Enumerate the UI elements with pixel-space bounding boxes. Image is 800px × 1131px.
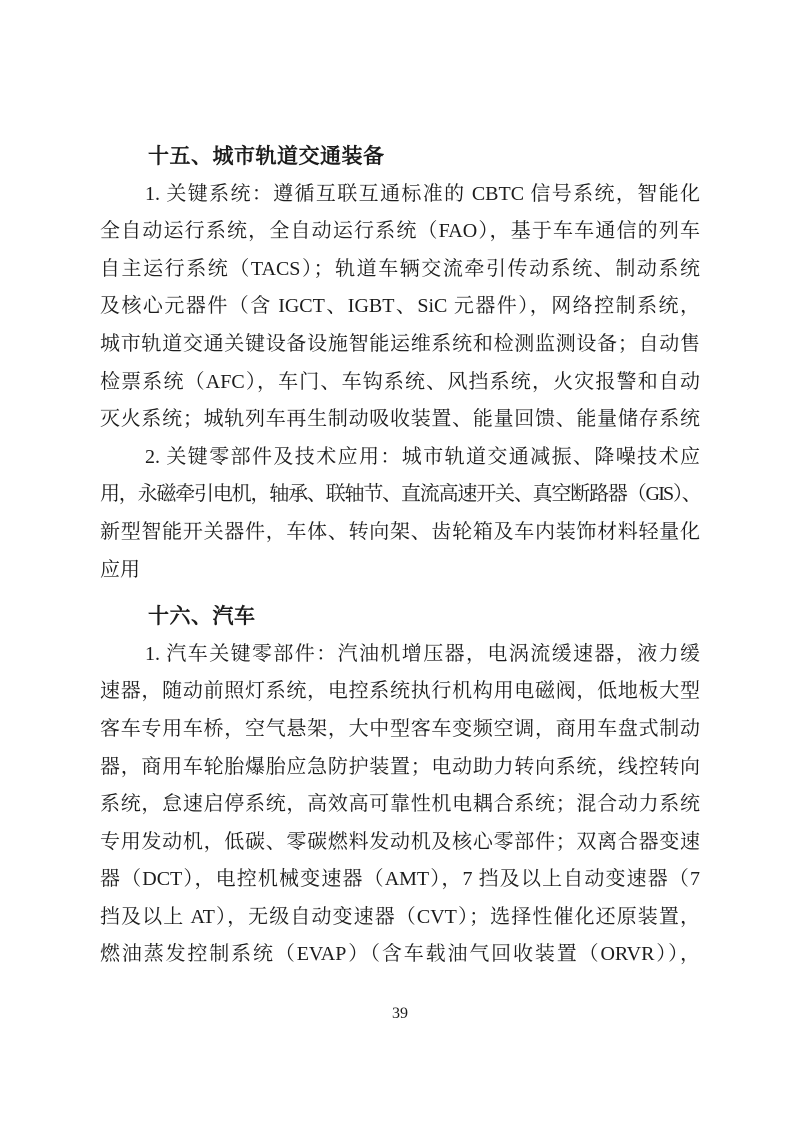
paragraph-key-systems [100, 176, 700, 439]
paragraph-line: 用，永磁牵引电机，轴承、联轴节、直流高速开关、真空断路器（GIS）、 [100, 483, 700, 506]
paragraph-line: 专用发动机，低碳、零碳燃料发动机及核心零部件；双离合器变速 [100, 830, 700, 853]
paragraph-line: 城市轨道交通关键设备设施智能运维系统和检测监测设备；自动售 [100, 332, 700, 355]
paragraph-line: 检票系统（AFC），车门、车钩系统、风挡系统，火灾报警和自动 [100, 370, 700, 393]
paragraph-line: 新型智能开关器件，车体、转向架、齿轮箱及车内装饰材料轻量化 [100, 520, 700, 543]
paragraph-line: 全自动运行系统，全自动运行系统（FAO），基于车车通信的列车 [100, 220, 700, 243]
paragraph-line: 器，商用车轮胎爆胎应急防护装置；电动助力转向系统，线控转向 [100, 755, 700, 778]
paragraph-line: 客车专用车桥，空气悬架，大中型客车变频空调，商用车盘式制动 [100, 717, 700, 740]
paragraph-line: 系统，怠速启停系统，高效高可靠性机电耦合系统；混合动力系统 [100, 793, 700, 816]
section-heading-15: 十五、城市轨道交通装备 [148, 144, 385, 168]
paragraph-line: 器（DCT），电控机械变速器（AMT），7 挡及以上自动变速器（7 [100, 868, 700, 891]
paragraph-line: 燃油蒸发控制系统（EVAP）（含车载油气回收装置（ORVR））， [100, 943, 700, 966]
page-number: 39 [392, 1005, 408, 1022]
paragraph-line: 1. 汽车关键零部件：汽油机增压器，电涡流缓速器，液力缓 [145, 642, 700, 665]
paragraph-line: 挡及以上 AT），无级自动变速器（CVT）；选择性催化还原装置， [100, 905, 700, 928]
paragraph-line: 速器，随动前照灯系统，电控系统执行机构用电磁阀，低地板大型 [100, 680, 700, 703]
paragraph-line: 灭火系统；城轨列车再生制动吸收装置、能量回馈、能量储存系统 [100, 408, 700, 431]
document-body [100, 138, 700, 974]
paragraph-key-components [100, 439, 700, 589]
paragraph-line: 2. 关键零部件及技术应用：城市轨道交通减振、降噪技术应 [145, 445, 700, 468]
paragraph-auto-components [100, 636, 700, 974]
section-heading-16: 十六、汽车 [148, 604, 256, 629]
paragraph-line: 应用 [100, 558, 140, 581]
paragraph-line: 及核心元器件（含 IGCT、IGBT、SiC 元器件），网络控制系统， [100, 295, 700, 318]
paragraph-line: 自主运行系统（TACS）；轨道车辆交流牵引传动系统、制动系统 [100, 257, 700, 280]
paragraph-line: 1. 关键系统：遵循互联互通标准的 CBTC 信号系统，智能化 [145, 182, 700, 205]
